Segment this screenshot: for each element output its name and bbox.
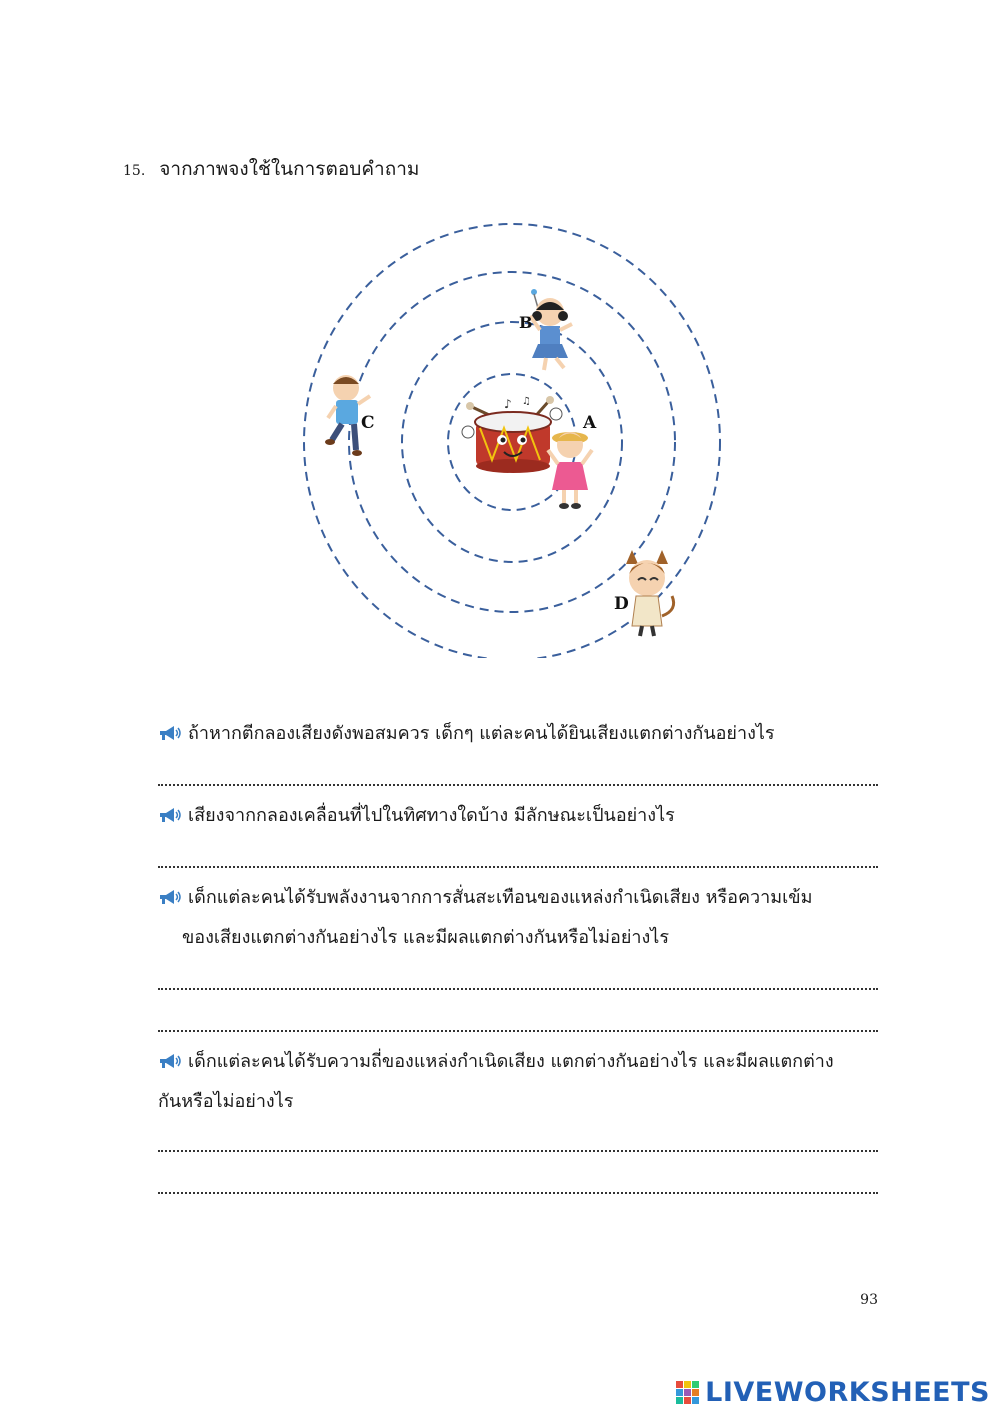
label-a: A [583,413,597,433]
question-number: 15. [123,163,146,179]
answer-field-2[interactable] [158,842,878,868]
sub-question-3-text: เด็กแต่ละคนได้รับพลังงานจากการสั่นสะเทือนของแหล่งกำเนิดเสียง หรือความเข้ม [188,887,813,908]
label-d: D [614,594,629,614]
sub-question-1 [158,718,775,747]
megaphone-icon [158,724,182,742]
sub-question-3 [158,882,812,911]
sub-question-3-continuation: ของเสียงแตกต่างกันอย่างไร และมีผลแตกต่างกันหรือไม่อย่างไร [182,927,670,948]
svg-text:♪: ♪ [504,397,512,411]
child-d-icon [626,550,674,636]
megaphone-icon [158,1052,182,1070]
sub-question-4 [158,1046,834,1075]
liveworksheets-logo[interactable] [675,1377,990,1408]
svg-text:♫: ♫ [522,396,531,407]
logo-blocks-icon [675,1380,701,1406]
label-c: C [361,413,375,433]
page-number: 93 [860,1292,878,1308]
label-b: B [519,313,533,332]
question-text: จากภาพจงใช้ในการตอบคำถาม [159,158,420,180]
sub-question-2-text: เสียงจากกลองเคลื่อนที่ไปในทิศทางใดบ้าง มีลักษณะเป็นอย่างไร [188,805,675,826]
child-b-icon [530,289,572,370]
drum-icon [462,396,562,473]
megaphone-icon [158,806,182,824]
answer-field-3a[interactable] [158,964,878,990]
sound-wave-diagram [300,212,730,658]
sub-question-1-text: ถ้าหากตีกลองเสียงดังพอสมควร เด็กๆ แต่ละคนได้ยินเสียงแตกต่างกันอย่างไร [188,723,775,744]
answer-field-3b[interactable] [158,1006,878,1032]
logo-text: LIVEWORKSHEETS [705,1377,990,1408]
answer-field-1[interactable] [158,760,878,786]
answer-field-4b[interactable] [158,1168,878,1194]
answer-field-4a[interactable] [158,1126,878,1152]
sub-question-4-text: เด็กแต่ละคนได้รับความถี่ของแหล่งกำเนิดเสียง แตกต่างกันอย่างไร และมีผลแตกต่าง [188,1051,834,1072]
megaphone-icon [158,888,182,906]
sub-question-4-continuation: กันหรือไม่อย่างไร [158,1091,294,1112]
question-heading [123,154,419,184]
child-a-icon [548,432,592,509]
sub-question-2 [158,800,675,829]
